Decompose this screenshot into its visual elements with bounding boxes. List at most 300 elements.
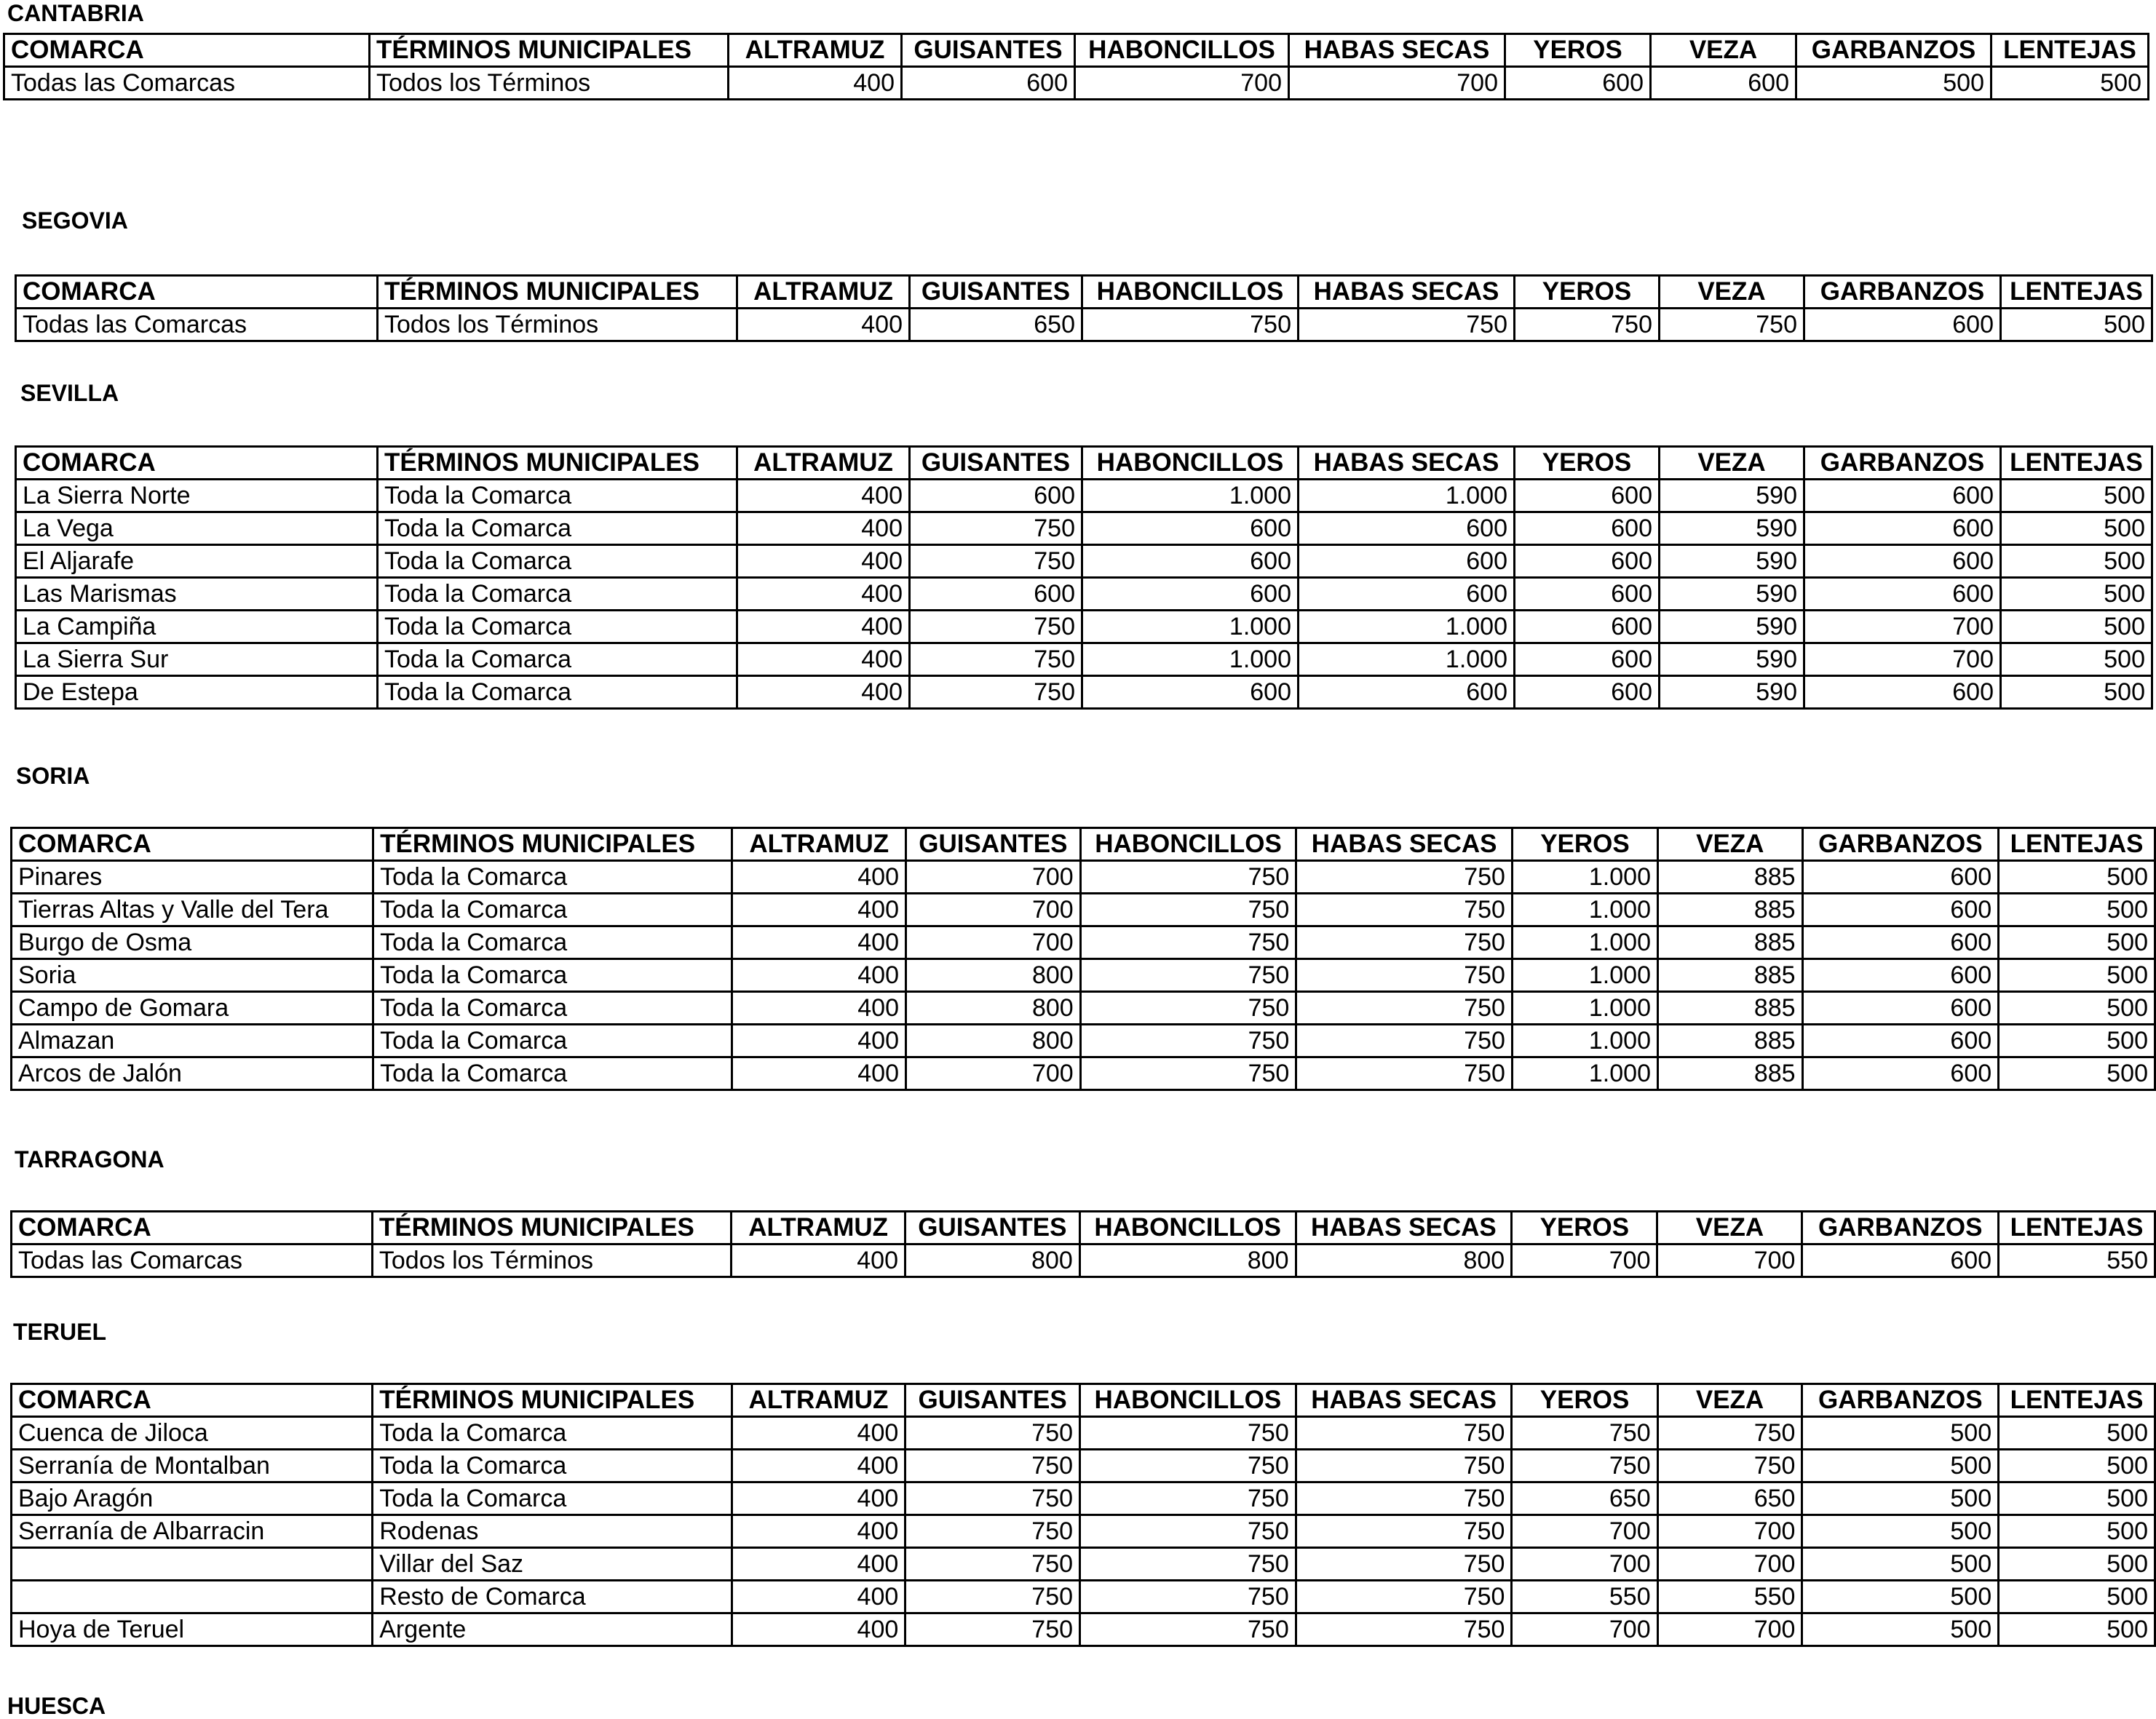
price-table bbox=[10, 1383, 2156, 1647]
column-header-veza: VEZA bbox=[1657, 828, 1802, 861]
table-row bbox=[12, 1482, 2155, 1515]
column-header-lentejas: LENTEJAS bbox=[1999, 1212, 2155, 1244]
cell-garbanzos: 600 bbox=[1802, 894, 1999, 926]
cell-altramuz: 400 bbox=[732, 992, 906, 1025]
cell-lentejas: 500 bbox=[1999, 1025, 2155, 1057]
cell-yeros: 700 bbox=[1512, 1548, 1657, 1581]
cell-lentejas: 500 bbox=[2001, 643, 2152, 676]
table-row bbox=[12, 992, 2155, 1025]
column-header-lentejas: LENTEJAS bbox=[2001, 276, 2152, 309]
cell-garbanzos: 500 bbox=[1802, 1515, 1999, 1548]
cell-haboncillos: 750 bbox=[1080, 1025, 1296, 1057]
cell-haboncillos: 750 bbox=[1080, 861, 1296, 894]
column-header-veza: VEZA bbox=[1657, 1384, 1802, 1417]
column-header-haboncillos: HABONCILLOS bbox=[1080, 828, 1296, 861]
cell-habas-secas: 750 bbox=[1299, 309, 1515, 341]
column-header-guisantes: GUISANTES bbox=[902, 34, 1075, 67]
table-header-row bbox=[16, 447, 2152, 480]
table-row bbox=[12, 1244, 2155, 1277]
cell-habas-secas: 800 bbox=[1296, 1244, 1512, 1277]
cell-terminos: Todos los Términos bbox=[372, 1244, 731, 1277]
cell-comarca: Todas las Comarcas bbox=[16, 309, 378, 341]
cell-terminos: Toda la Comarca bbox=[373, 894, 732, 926]
cell-haboncillos: 1.000 bbox=[1082, 643, 1299, 676]
cell-comarca: El Aljarafe bbox=[16, 545, 378, 578]
cell-yeros: 600 bbox=[1515, 480, 1660, 512]
cell-habas-secas: 750 bbox=[1296, 1613, 1512, 1646]
column-header-habas-secas: HABAS SECAS bbox=[1296, 1384, 1512, 1417]
cell-terminos: Toda la Comarca bbox=[373, 992, 732, 1025]
column-header-habas-secas: HABAS SECAS bbox=[1299, 447, 1515, 480]
column-header-guisantes: GUISANTES bbox=[905, 1384, 1080, 1417]
column-header-terminos: TÉRMINOS MUNICIPALES bbox=[372, 1212, 731, 1244]
cell-veza: 885 bbox=[1657, 1057, 1802, 1090]
table-row bbox=[12, 1548, 2155, 1581]
cell-haboncillos: 750 bbox=[1080, 1548, 1296, 1581]
next-province-heading: HUESCA bbox=[7, 1693, 106, 1719]
cell-garbanzos: 600 bbox=[1802, 1025, 1999, 1057]
cell-yeros: 600 bbox=[1515, 611, 1660, 643]
cell-guisantes: 800 bbox=[905, 1025, 1080, 1057]
column-header-veza: VEZA bbox=[1657, 1212, 1802, 1244]
cell-terminos: Toda la Comarca bbox=[373, 1057, 732, 1090]
column-header-lentejas: LENTEJAS bbox=[2001, 447, 2152, 480]
cell-haboncillos: 600 bbox=[1082, 512, 1299, 545]
cell-lentejas: 500 bbox=[1999, 926, 2155, 959]
column-header-terminos: TÉRMINOS MUNICIPALES bbox=[373, 1384, 732, 1417]
cell-yeros: 1.000 bbox=[1512, 959, 1657, 992]
cell-guisantes: 750 bbox=[910, 545, 1082, 578]
column-header-lentejas: LENTEJAS bbox=[1999, 828, 2155, 861]
cell-terminos: Toda la Comarca bbox=[378, 545, 737, 578]
cell-garbanzos: 600 bbox=[1802, 992, 1999, 1025]
cell-guisantes: 750 bbox=[910, 676, 1082, 709]
cell-haboncillos: 750 bbox=[1082, 309, 1299, 341]
column-header-terminos: TÉRMINOS MUNICIPALES bbox=[378, 276, 737, 309]
column-header-habas-secas: HABAS SECAS bbox=[1296, 1212, 1512, 1244]
cell-yeros: 1.000 bbox=[1512, 992, 1657, 1025]
cell-yeros: 700 bbox=[1512, 1244, 1657, 1277]
column-header-comarca: COMARCA bbox=[12, 1384, 373, 1417]
table-row bbox=[12, 1450, 2155, 1482]
cell-comarca bbox=[12, 1548, 373, 1581]
cell-garbanzos: 600 bbox=[1802, 861, 1999, 894]
column-header-garbanzos: GARBANZOS bbox=[1796, 34, 1991, 67]
cell-habas-secas: 750 bbox=[1296, 894, 1513, 926]
cell-guisantes: 700 bbox=[905, 926, 1080, 959]
cell-terminos: Toda la Comarca bbox=[373, 926, 732, 959]
column-header-comarca: COMARCA bbox=[16, 276, 378, 309]
cell-altramuz: 400 bbox=[732, 1548, 905, 1581]
column-header-haboncillos: HABONCILLOS bbox=[1075, 34, 1289, 67]
cell-guisantes: 750 bbox=[910, 643, 1082, 676]
cell-lentejas: 500 bbox=[1991, 67, 2149, 100]
cell-lentejas: 500 bbox=[1999, 1548, 2155, 1581]
table-row bbox=[16, 309, 2152, 341]
cell-altramuz: 400 bbox=[737, 545, 910, 578]
column-header-garbanzos: GARBANZOS bbox=[1802, 1212, 1999, 1244]
cell-terminos: Toda la Comarca bbox=[373, 1025, 732, 1057]
cell-garbanzos: 500 bbox=[1802, 1548, 1999, 1581]
cell-habas-secas: 700 bbox=[1289, 67, 1505, 100]
cell-garbanzos: 600 bbox=[1804, 309, 2001, 341]
price-table bbox=[15, 274, 2153, 342]
cell-lentejas: 500 bbox=[2001, 676, 2152, 709]
cell-haboncillos: 750 bbox=[1080, 1417, 1296, 1450]
cell-yeros: 700 bbox=[1512, 1613, 1657, 1646]
cell-garbanzos: 600 bbox=[1802, 959, 1999, 992]
cell-comarca: La Campiña bbox=[16, 611, 378, 643]
table-row bbox=[12, 1581, 2155, 1613]
table-row bbox=[12, 1417, 2155, 1450]
province-heading: SEVILLA bbox=[20, 380, 119, 406]
cell-terminos: Toda la Comarca bbox=[378, 512, 737, 545]
cell-guisantes: 800 bbox=[905, 992, 1080, 1025]
cell-comarca: La Sierra Sur bbox=[16, 643, 378, 676]
cell-haboncillos: 600 bbox=[1082, 545, 1299, 578]
column-header-altramuz: ALTRAMUZ bbox=[737, 447, 910, 480]
cell-garbanzos: 600 bbox=[1804, 676, 2001, 709]
column-header-altramuz: ALTRAMUZ bbox=[729, 34, 902, 67]
cell-lentejas: 500 bbox=[1999, 861, 2155, 894]
cell-guisantes: 750 bbox=[905, 1417, 1080, 1450]
province-heading: CANTABRIA bbox=[7, 0, 144, 26]
cell-terminos: Todos los Términos bbox=[378, 309, 737, 341]
table-row bbox=[16, 512, 2152, 545]
table-row bbox=[12, 926, 2155, 959]
cell-yeros: 550 bbox=[1512, 1581, 1657, 1613]
cell-veza: 590 bbox=[1660, 512, 1804, 545]
cell-haboncillos: 750 bbox=[1080, 959, 1296, 992]
cell-altramuz: 400 bbox=[732, 1515, 905, 1548]
cell-altramuz: 400 bbox=[737, 309, 910, 341]
column-header-haboncillos: HABONCILLOS bbox=[1082, 276, 1299, 309]
cell-lentejas: 500 bbox=[1999, 1057, 2155, 1090]
cell-habas-secas: 1.000 bbox=[1299, 611, 1515, 643]
column-header-yeros: YEROS bbox=[1512, 1212, 1657, 1244]
cell-haboncillos: 750 bbox=[1080, 992, 1296, 1025]
cell-yeros: 1.000 bbox=[1512, 926, 1657, 959]
cell-lentejas: 500 bbox=[1999, 1581, 2155, 1613]
cell-comarca bbox=[12, 1581, 373, 1613]
cell-habas-secas: 750 bbox=[1296, 1515, 1512, 1548]
cell-altramuz: 400 bbox=[732, 1057, 906, 1090]
cell-comarca: Serranía de Albarracin bbox=[12, 1515, 373, 1548]
cell-habas-secas: 600 bbox=[1299, 578, 1515, 611]
cell-lentejas: 500 bbox=[1999, 959, 2155, 992]
cell-lentejas: 500 bbox=[1999, 1417, 2155, 1450]
price-table bbox=[3, 33, 2149, 100]
cell-yeros: 700 bbox=[1512, 1515, 1657, 1548]
cell-garbanzos: 600 bbox=[1804, 512, 2001, 545]
column-header-habas-secas: HABAS SECAS bbox=[1296, 828, 1513, 861]
column-header-habas-secas: HABAS SECAS bbox=[1299, 276, 1515, 309]
cell-guisantes: 750 bbox=[910, 512, 1082, 545]
cell-terminos: Resto de Comarca bbox=[373, 1581, 732, 1613]
column-header-comarca: COMARCA bbox=[16, 447, 378, 480]
cell-guisantes: 650 bbox=[910, 309, 1082, 341]
cell-comarca: Todas las Comarcas bbox=[4, 67, 370, 100]
cell-altramuz: 400 bbox=[732, 959, 906, 992]
cell-lentejas: 550 bbox=[1999, 1244, 2155, 1277]
cell-altramuz: 400 bbox=[737, 643, 910, 676]
cell-garbanzos: 700 bbox=[1804, 611, 2001, 643]
cell-habas-secas: 750 bbox=[1296, 992, 1513, 1025]
cell-garbanzos: 600 bbox=[1804, 545, 2001, 578]
cell-lentejas: 500 bbox=[1999, 1482, 2155, 1515]
cell-habas-secas: 750 bbox=[1296, 861, 1513, 894]
cell-terminos: Todos los Términos bbox=[370, 67, 729, 100]
cell-veza: 885 bbox=[1657, 926, 1802, 959]
column-header-altramuz: ALTRAMUZ bbox=[737, 276, 910, 309]
cell-lentejas: 500 bbox=[2001, 480, 2152, 512]
cell-haboncillos: 750 bbox=[1080, 1450, 1296, 1482]
cell-terminos: Toda la Comarca bbox=[373, 1417, 732, 1450]
cell-altramuz: 400 bbox=[732, 1482, 905, 1515]
price-table bbox=[10, 827, 2156, 1091]
column-header-garbanzos: GARBANZOS bbox=[1804, 447, 2001, 480]
cell-haboncillos: 750 bbox=[1080, 926, 1296, 959]
table-row bbox=[12, 1057, 2155, 1090]
cell-veza: 700 bbox=[1657, 1244, 1802, 1277]
cell-haboncillos: 750 bbox=[1080, 1057, 1296, 1090]
cell-haboncillos: 750 bbox=[1080, 894, 1296, 926]
cell-lentejas: 500 bbox=[1999, 1450, 2155, 1482]
cell-veza: 700 bbox=[1657, 1515, 1802, 1548]
column-header-terminos: TÉRMINOS MUNICIPALES bbox=[378, 447, 737, 480]
cell-terminos: Toda la Comarca bbox=[378, 676, 737, 709]
cell-garbanzos: 700 bbox=[1804, 643, 2001, 676]
column-header-altramuz: ALTRAMUZ bbox=[732, 1384, 905, 1417]
province-heading: SEGOVIA bbox=[22, 207, 128, 234]
table-row bbox=[16, 545, 2152, 578]
cell-terminos: Toda la Comarca bbox=[378, 480, 737, 512]
cell-altramuz: 400 bbox=[729, 67, 902, 100]
cell-lentejas: 500 bbox=[1999, 894, 2155, 926]
cell-garbanzos: 500 bbox=[1802, 1450, 1999, 1482]
cell-comarca: Campo de Gomara bbox=[12, 992, 373, 1025]
table-header-row bbox=[16, 276, 2152, 309]
column-header-veza: VEZA bbox=[1651, 34, 1796, 67]
cell-veza: 590 bbox=[1660, 676, 1804, 709]
table-row bbox=[12, 959, 2155, 992]
cell-comarca: La Sierra Norte bbox=[16, 480, 378, 512]
cell-garbanzos: 500 bbox=[1802, 1581, 1999, 1613]
cell-yeros: 650 bbox=[1512, 1482, 1657, 1515]
cell-veza: 885 bbox=[1657, 861, 1802, 894]
column-header-haboncillos: HABONCILLOS bbox=[1082, 447, 1299, 480]
cell-lentejas: 500 bbox=[1999, 992, 2155, 1025]
cell-veza: 885 bbox=[1657, 894, 1802, 926]
cell-haboncillos: 1.000 bbox=[1082, 480, 1299, 512]
cell-yeros: 600 bbox=[1515, 578, 1660, 611]
cell-habas-secas: 750 bbox=[1296, 1581, 1512, 1613]
cell-habas-secas: 750 bbox=[1296, 959, 1513, 992]
cell-terminos: Toda la Comarca bbox=[378, 611, 737, 643]
cell-yeros: 750 bbox=[1515, 309, 1660, 341]
cell-habas-secas: 600 bbox=[1299, 512, 1515, 545]
table-row bbox=[12, 894, 2155, 926]
column-header-terminos: TÉRMINOS MUNICIPALES bbox=[370, 34, 729, 67]
cell-guisantes: 750 bbox=[905, 1482, 1080, 1515]
column-header-altramuz: ALTRAMUZ bbox=[732, 828, 906, 861]
cell-yeros: 600 bbox=[1515, 512, 1660, 545]
cell-lentejas: 500 bbox=[1999, 1613, 2155, 1646]
cell-lentejas: 500 bbox=[2001, 512, 2152, 545]
cell-garbanzos: 500 bbox=[1802, 1482, 1999, 1515]
cell-guisantes: 800 bbox=[905, 959, 1080, 992]
cell-comarca: Cuenca de Jiloca bbox=[12, 1417, 373, 1450]
column-header-haboncillos: HABONCILLOS bbox=[1079, 1212, 1296, 1244]
table-row bbox=[4, 67, 2149, 100]
table-row bbox=[16, 611, 2152, 643]
cell-comarca: De Estepa bbox=[16, 676, 378, 709]
cell-haboncillos: 750 bbox=[1080, 1482, 1296, 1515]
cell-guisantes: 750 bbox=[910, 611, 1082, 643]
cell-lentejas: 500 bbox=[2001, 545, 2152, 578]
cell-altramuz: 400 bbox=[732, 1450, 905, 1482]
cell-yeros: 1.000 bbox=[1512, 861, 1657, 894]
cell-veza: 885 bbox=[1657, 959, 1802, 992]
cell-lentejas: 500 bbox=[2001, 611, 2152, 643]
cell-terminos: Toda la Comarca bbox=[373, 1482, 732, 1515]
cell-garbanzos: 600 bbox=[1802, 1244, 1999, 1277]
column-header-comarca: COMARCA bbox=[12, 1212, 373, 1244]
cell-veza: 550 bbox=[1657, 1581, 1802, 1613]
column-header-altramuz: ALTRAMUZ bbox=[732, 1212, 905, 1244]
cell-guisantes: 750 bbox=[905, 1450, 1080, 1482]
cell-veza: 885 bbox=[1657, 1025, 1802, 1057]
table-row bbox=[12, 1025, 2155, 1057]
cell-yeros: 600 bbox=[1515, 643, 1660, 676]
cell-comarca: Burgo de Osma bbox=[12, 926, 373, 959]
cell-veza: 590 bbox=[1660, 578, 1804, 611]
cell-lentejas: 500 bbox=[1999, 1515, 2155, 1548]
cell-haboncillos: 600 bbox=[1082, 578, 1299, 611]
table-row bbox=[16, 643, 2152, 676]
cell-guisantes: 700 bbox=[905, 1057, 1080, 1090]
cell-habas-secas: 1.000 bbox=[1299, 480, 1515, 512]
cell-habas-secas: 600 bbox=[1299, 676, 1515, 709]
cell-comarca: Tierras Altas y Valle del Tera bbox=[12, 894, 373, 926]
column-header-habas-secas: HABAS SECAS bbox=[1289, 34, 1505, 67]
province-heading: TERUEL bbox=[13, 1319, 106, 1345]
cell-comarca: Todas las Comarcas bbox=[12, 1244, 373, 1277]
column-header-garbanzos: GARBANZOS bbox=[1804, 276, 2001, 309]
cell-yeros: 600 bbox=[1505, 67, 1651, 100]
cell-terminos: Toda la Comarca bbox=[378, 578, 737, 611]
column-header-yeros: YEROS bbox=[1512, 1384, 1657, 1417]
table-row bbox=[12, 861, 2155, 894]
cell-guisantes: 750 bbox=[905, 1515, 1080, 1548]
cell-terminos: Toda la Comarca bbox=[373, 959, 732, 992]
cell-habas-secas: 750 bbox=[1296, 1482, 1512, 1515]
cell-guisantes: 800 bbox=[905, 1244, 1080, 1277]
cell-yeros: 1.000 bbox=[1512, 894, 1657, 926]
cell-haboncillos: 1.000 bbox=[1082, 611, 1299, 643]
column-header-lentejas: LENTEJAS bbox=[1999, 1384, 2155, 1417]
cell-garbanzos: 500 bbox=[1802, 1613, 1999, 1646]
column-header-veza: VEZA bbox=[1660, 447, 1804, 480]
cell-veza: 750 bbox=[1657, 1417, 1802, 1450]
cell-garbanzos: 600 bbox=[1802, 926, 1999, 959]
cell-haboncillos: 800 bbox=[1079, 1244, 1296, 1277]
cell-guisantes: 600 bbox=[910, 480, 1082, 512]
cell-habas-secas: 750 bbox=[1296, 926, 1513, 959]
cell-habas-secas: 1.000 bbox=[1299, 643, 1515, 676]
cell-altramuz: 400 bbox=[737, 512, 910, 545]
cell-comarca: Arcos de Jalón bbox=[12, 1057, 373, 1090]
cell-veza: 750 bbox=[1660, 309, 1804, 341]
cell-comarca: Pinares bbox=[12, 861, 373, 894]
cell-terminos: Argente bbox=[373, 1613, 732, 1646]
column-header-haboncillos: HABONCILLOS bbox=[1080, 1384, 1296, 1417]
cell-guisantes: 600 bbox=[902, 67, 1075, 100]
cell-habas-secas: 750 bbox=[1296, 1057, 1513, 1090]
cell-altramuz: 400 bbox=[732, 894, 906, 926]
cell-habas-secas: 600 bbox=[1299, 545, 1515, 578]
cell-terminos: Rodenas bbox=[373, 1515, 732, 1548]
cell-comarca: Hoya de Teruel bbox=[12, 1613, 373, 1646]
cell-yeros: 750 bbox=[1512, 1417, 1657, 1450]
cell-haboncillos: 700 bbox=[1075, 67, 1289, 100]
cell-guisantes: 750 bbox=[905, 1613, 1080, 1646]
column-header-guisantes: GUISANTES bbox=[910, 276, 1082, 309]
cell-veza: 650 bbox=[1657, 1482, 1802, 1515]
cell-garbanzos: 600 bbox=[1802, 1057, 1999, 1090]
cell-guisantes: 750 bbox=[905, 1581, 1080, 1613]
column-header-yeros: YEROS bbox=[1505, 34, 1651, 67]
column-header-guisantes: GUISANTES bbox=[910, 447, 1082, 480]
table-header-row bbox=[4, 34, 2149, 67]
column-header-yeros: YEROS bbox=[1515, 447, 1660, 480]
price-table bbox=[15, 445, 2153, 710]
price-table bbox=[10, 1210, 2156, 1278]
cell-veza: 700 bbox=[1657, 1613, 1802, 1646]
cell-habas-secas: 750 bbox=[1296, 1025, 1513, 1057]
column-header-comarca: COMARCA bbox=[4, 34, 370, 67]
cell-comarca: Soria bbox=[12, 959, 373, 992]
cell-haboncillos: 750 bbox=[1080, 1581, 1296, 1613]
table-header-row bbox=[12, 828, 2155, 861]
cell-veza: 590 bbox=[1660, 480, 1804, 512]
column-header-terminos: TÉRMINOS MUNICIPALES bbox=[373, 828, 732, 861]
table-row bbox=[12, 1515, 2155, 1548]
cell-altramuz: 400 bbox=[732, 926, 906, 959]
cell-haboncillos: 750 bbox=[1080, 1515, 1296, 1548]
cell-garbanzos: 500 bbox=[1796, 67, 1991, 100]
cell-veza: 700 bbox=[1657, 1548, 1802, 1581]
table-row bbox=[16, 676, 2152, 709]
cell-veza: 600 bbox=[1651, 67, 1796, 100]
cell-yeros: 600 bbox=[1515, 676, 1660, 709]
cell-yeros: 1.000 bbox=[1512, 1025, 1657, 1057]
cell-altramuz: 400 bbox=[732, 1244, 905, 1277]
cell-guisantes: 600 bbox=[910, 578, 1082, 611]
cell-altramuz: 400 bbox=[732, 1025, 906, 1057]
cell-altramuz: 400 bbox=[732, 1581, 905, 1613]
cell-altramuz: 400 bbox=[737, 578, 910, 611]
cell-veza: 885 bbox=[1657, 992, 1802, 1025]
column-header-lentejas: LENTEJAS bbox=[1991, 34, 2149, 67]
province-heading: SORIA bbox=[16, 763, 90, 789]
column-header-guisantes: GUISANTES bbox=[905, 1212, 1080, 1244]
table-header-row bbox=[12, 1212, 2155, 1244]
cell-altramuz: 400 bbox=[737, 676, 910, 709]
cell-garbanzos: 500 bbox=[1802, 1417, 1999, 1450]
cell-guisantes: 750 bbox=[905, 1548, 1080, 1581]
cell-garbanzos: 600 bbox=[1804, 480, 2001, 512]
